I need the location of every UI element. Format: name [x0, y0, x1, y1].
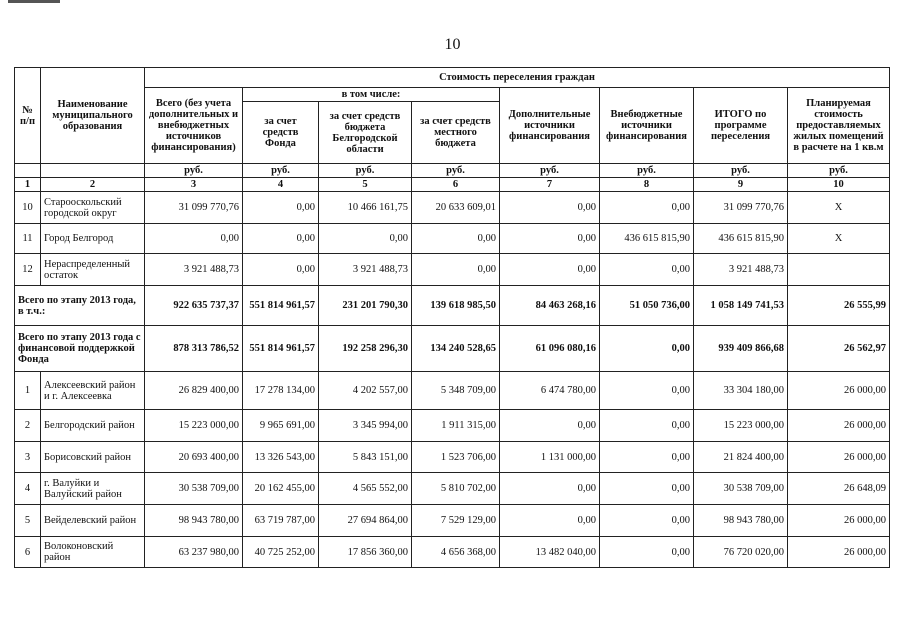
scan-edge-mark	[8, 0, 60, 3]
table-row	[15, 505, 890, 537]
value-cell: 436 615 815,90	[694, 224, 788, 254]
value-cell: 13 482 040,00	[500, 537, 600, 568]
total-label: Всего по этапу 2013 года, в т.ч.:	[15, 286, 145, 326]
value-cell: 0,00	[600, 254, 694, 286]
value-cell: 3 921 488,73	[145, 254, 243, 286]
unit-cell: руб.	[243, 164, 319, 178]
municipality-name: Алексеевский район и г. Алексеевка	[41, 372, 145, 410]
value-cell: 20 633 609,01	[412, 192, 500, 224]
header-itogo: ИТОГО по программе переселения	[694, 88, 788, 164]
value-cell: 13 326 543,00	[243, 442, 319, 473]
value-cell: 20 693 400,00	[145, 442, 243, 473]
value-cell: 0,00	[600, 192, 694, 224]
value-cell: 27 694 864,00	[319, 505, 412, 537]
unit-cell: руб.	[500, 164, 600, 178]
page-number: 10	[444, 36, 461, 53]
municipality-name: г. Валуйки и Валуйский район	[41, 473, 145, 505]
value-cell: 1 911 315,00	[412, 410, 500, 442]
unit-cell: руб.	[319, 164, 412, 178]
municipality-name: Борисовский район	[41, 442, 145, 473]
value-cell: 26 562,97	[788, 326, 890, 372]
col-number: 7	[500, 178, 600, 192]
value-cell: 0,00	[412, 224, 500, 254]
value-cell: 7 529 129,00	[412, 505, 500, 537]
value-cell: 40 725 252,00	[243, 537, 319, 568]
value-cell: 26 829 400,00	[145, 372, 243, 410]
value-cell: Х	[788, 224, 890, 254]
value-cell: 0,00	[600, 410, 694, 442]
value-cell: 5 810 702,00	[412, 473, 500, 505]
value-cell: 0,00	[500, 192, 600, 224]
value-cell: 61 096 080,16	[500, 326, 600, 372]
total-row	[15, 286, 890, 326]
value-cell: 98 943 780,00	[145, 505, 243, 537]
municipality-name: Нераспределенный остаток	[41, 254, 145, 286]
table-row	[15, 410, 890, 442]
header-group-title: Стоимость переселения граждан	[145, 68, 890, 88]
unit-cell: руб.	[788, 164, 890, 178]
value-cell: 922 635 737,37	[145, 286, 243, 326]
col-number: 4	[243, 178, 319, 192]
value-cell: 0,00	[145, 224, 243, 254]
col-number: 9	[694, 178, 788, 192]
resettlement-cost-table	[14, 67, 890, 568]
value-cell: 3 921 488,73	[319, 254, 412, 286]
value-cell: 0,00	[600, 473, 694, 505]
value-cell: 21 824 400,00	[694, 442, 788, 473]
value-cell: 0,00	[243, 254, 319, 286]
value-cell: 134 240 528,65	[412, 326, 500, 372]
header-name: Наименование муниципального образования	[41, 68, 145, 164]
value-cell: 1 131 000,00	[500, 442, 600, 473]
table-row	[15, 442, 890, 473]
table-row	[15, 537, 890, 568]
value-cell: 33 304 180,00	[694, 372, 788, 410]
header-total: Всего (без учета дополнительных и внебюджетных источников финансирования)	[145, 88, 243, 164]
value-cell: 20 162 455,00	[243, 473, 319, 505]
value-cell: 0,00	[600, 326, 694, 372]
value-cell: 31 099 770,76	[145, 192, 243, 224]
value-cell: 9 965 691,00	[243, 410, 319, 442]
value-cell: 192 258 296,30	[319, 326, 412, 372]
value-cell: 6 474 780,00	[500, 372, 600, 410]
value-cell: 3 921 488,73	[694, 254, 788, 286]
unit-cell: руб.	[600, 164, 694, 178]
value-cell: 26 000,00	[788, 505, 890, 537]
unit-cell: руб.	[145, 164, 243, 178]
row-number: 6	[15, 537, 41, 568]
value-cell	[788, 254, 890, 286]
value-cell: 0,00	[500, 505, 600, 537]
value-cell: 4 565 552,00	[319, 473, 412, 505]
header-fund: за счет средств Фонда	[243, 102, 319, 164]
header-including: в том числе:	[243, 88, 500, 102]
header-num: № п/п	[15, 68, 41, 164]
value-cell: 15 223 000,00	[145, 410, 243, 442]
header-offbudget: Внебюджетные источники финансирования	[600, 88, 694, 164]
value-cell: 31 099 770,76	[694, 192, 788, 224]
value-cell: 231 201 790,30	[319, 286, 412, 326]
value-cell: 63 719 787,00	[243, 505, 319, 537]
value-cell: 139 618 985,50	[412, 286, 500, 326]
total-label: Всего по этапу 2013 года с финансовой поддержкой Фонда	[15, 326, 145, 372]
col-number: 5	[319, 178, 412, 192]
table-row	[15, 372, 890, 410]
value-cell: 84 463 268,16	[500, 286, 600, 326]
header-region: за счет средств бюджета Белгородской области	[319, 102, 412, 164]
value-cell: 0,00	[319, 224, 412, 254]
table-row	[15, 192, 890, 224]
header-local: за счет средств местного бюджета	[412, 102, 500, 164]
value-cell: 3 345 994,00	[319, 410, 412, 442]
value-cell: 0,00	[412, 254, 500, 286]
row-number: 11	[15, 224, 41, 254]
value-cell: 436 615 815,90	[600, 224, 694, 254]
value-cell: 26 648,09	[788, 473, 890, 505]
value-cell: 30 538 709,00	[694, 473, 788, 505]
value-cell: 98 943 780,00	[694, 505, 788, 537]
row-number: 10	[15, 192, 41, 224]
value-cell: 0,00	[500, 473, 600, 505]
value-cell: 4 656 368,00	[412, 537, 500, 568]
col-number: 2	[41, 178, 145, 192]
col-number: 8	[600, 178, 694, 192]
header-additional: Дополнительные источники финансирования	[500, 88, 600, 164]
value-cell: 0,00	[600, 442, 694, 473]
row-number: 5	[15, 505, 41, 537]
value-cell: 26 000,00	[788, 442, 890, 473]
value-cell: Х	[788, 192, 890, 224]
row-number: 3	[15, 442, 41, 473]
value-cell: 0,00	[500, 224, 600, 254]
col-number: 10	[788, 178, 890, 192]
value-cell: 0,00	[243, 224, 319, 254]
value-cell: 1 523 706,00	[412, 442, 500, 473]
municipality-name: Старооскольский городской округ	[41, 192, 145, 224]
total-row	[15, 326, 890, 372]
value-cell: 17 856 360,00	[319, 537, 412, 568]
value-cell: 4 202 557,00	[319, 372, 412, 410]
value-cell: 10 466 161,75	[319, 192, 412, 224]
value-cell: 878 313 786,52	[145, 326, 243, 372]
value-cell: 63 237 980,00	[145, 537, 243, 568]
value-cell: 26 000,00	[788, 372, 890, 410]
municipality-name: Волоконовский район	[41, 537, 145, 568]
table-row	[15, 254, 890, 286]
value-cell: 0,00	[600, 537, 694, 568]
col-number: 1	[15, 178, 41, 192]
value-cell: 0,00	[600, 505, 694, 537]
row-number: 2	[15, 410, 41, 442]
col-number: 6	[412, 178, 500, 192]
value-cell: 0,00	[500, 254, 600, 286]
value-cell: 0,00	[243, 192, 319, 224]
value-cell: 26 000,00	[788, 410, 890, 442]
value-cell: 1 058 149 741,53	[694, 286, 788, 326]
value-cell: 0,00	[500, 410, 600, 442]
value-cell: 551 814 961,57	[243, 326, 319, 372]
row-number: 1	[15, 372, 41, 410]
municipality-name: Белгородский район	[41, 410, 145, 442]
value-cell: 551 814 961,57	[243, 286, 319, 326]
value-cell: 76 720 020,00	[694, 537, 788, 568]
value-cell: 5 348 709,00	[412, 372, 500, 410]
value-cell: 30 538 709,00	[145, 473, 243, 505]
value-cell: 939 409 866,68	[694, 326, 788, 372]
municipality-name: Вейделевский район	[41, 505, 145, 537]
value-cell: 51 050 736,00	[600, 286, 694, 326]
value-cell: 26 555,99	[788, 286, 890, 326]
table-row	[15, 224, 890, 254]
value-cell: 17 278 134,00	[243, 372, 319, 410]
value-cell: 26 000,00	[788, 537, 890, 568]
value-cell: 15 223 000,00	[694, 410, 788, 442]
municipality-name: Город Белгород	[41, 224, 145, 254]
value-cell: 5 843 151,00	[319, 442, 412, 473]
unit-cell: руб.	[412, 164, 500, 178]
row-number: 12	[15, 254, 41, 286]
table-row	[15, 473, 890, 505]
col-number: 3	[145, 178, 243, 192]
unit-cell: руб.	[694, 164, 788, 178]
row-number: 4	[15, 473, 41, 505]
value-cell: 0,00	[600, 372, 694, 410]
header-planned: Планируемая стоимость предоставляемых жилых помещений в расчете на 1 кв.м	[788, 88, 890, 164]
